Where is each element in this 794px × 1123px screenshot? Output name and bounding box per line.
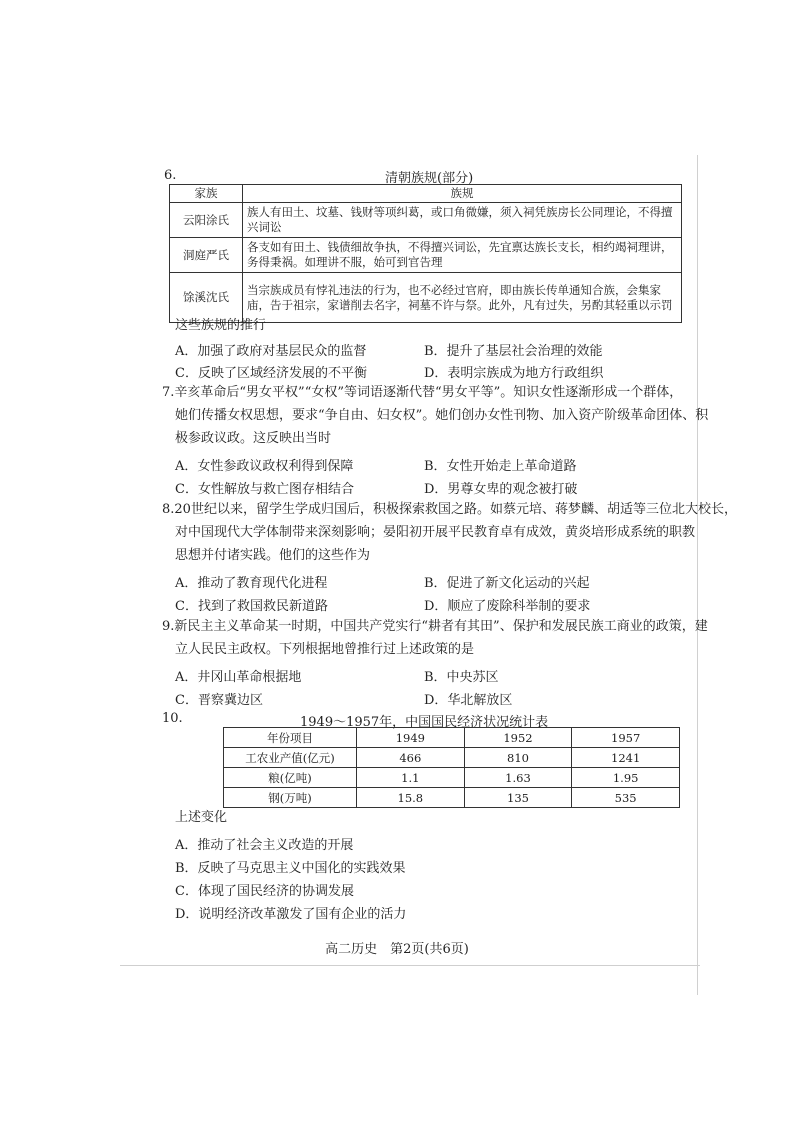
q7-line-3: 极参政议政。这反映出当时 [175, 431, 332, 446]
q9-line-2: 立人民民主政权。下列根据地曾推行过上述政策的是 [175, 642, 475, 657]
q7-option-a[interactable]: A．女性参政议政权利得到保障 [175, 459, 354, 474]
header-cell: 家族 [170, 185, 243, 203]
q10-option-d[interactable]: D．说明经济改革激发了国有企业的活力 [175, 907, 407, 922]
header-cell: 1952 [464, 728, 572, 748]
q9-option-a[interactable]: A．井冈山革命根据地 [175, 670, 302, 685]
q8-option-a[interactable]: A．推动了教育现代化进程 [175, 576, 328, 591]
table-row [170, 203, 682, 238]
value-cell: 1.63 [464, 768, 572, 788]
value-cell: 1.95 [572, 768, 680, 788]
table-row [224, 788, 680, 808]
value-cell: 1241 [572, 748, 680, 768]
value-cell: 810 [464, 748, 572, 768]
q10-option-c[interactable]: C．体现了国民经济的协调发展 [175, 884, 354, 899]
value-cell: 15.8 [357, 788, 465, 808]
family-cell: 洞庭严氏 [170, 238, 243, 273]
q8-line-2: 对中国现代大学体制带来深刻影响；晏阳初开展平民教育卓有成效，黄炎培形成系统的职教 [175, 525, 696, 540]
rule-cell: 各支如有田土、钱债细故争执，不得擅兴词讼，先宜禀达族长支长，相约竭祠理讲，务得秉祸。如理讲不服，始可到官告理 [243, 238, 682, 273]
rule-cell: 当宗族成员有悖礼违法的行为，也不必经过官府，即由族长传单通知合族，会集家庙，告于祖宗，家谱削去名字，祠墓不许与祭。此外，凡有过失，另酌其轻重以示罚 [243, 273, 682, 323]
q6-stem: 这些族规的推行 [175, 318, 267, 333]
table-row [170, 185, 682, 203]
q9-line-1: 9.新民主主义革命某一时期，中国共产党实行“耕者有其田”、保护和发展民族工商业的政策，建 [162, 619, 708, 634]
q6-option-c[interactable]: C．反映了区域经济发展的不平衡 [175, 366, 367, 381]
q6-option-a[interactable]: A．加强了政府对基层民众的监督 [175, 344, 367, 359]
header-cell: 1957 [572, 728, 680, 748]
margin-line [697, 155, 698, 995]
rule-cell: 族人有田土、坟墓、钱财等项纠葛，或口角微嫌，须入祠凭族房长公同理论，不得擅兴词讼 [243, 203, 682, 238]
row-label: 钢(万吨) [224, 788, 357, 808]
q8-option-b[interactable]: B．促进了新文化运动的兴起 [424, 576, 590, 591]
q8-line-1: 8.20世纪以来，留学生学成归国后，积极探索救国之路。如蔡元培、蒋梦麟、胡适等三位北大校长， [162, 502, 737, 517]
q10-option-b[interactable]: B．反映了马克思主义中国化的实践效果 [175, 861, 406, 876]
row-label: 粮(亿吨) [224, 768, 357, 788]
value-cell: 466 [357, 748, 465, 768]
q10-number: 10. [162, 711, 183, 726]
row-label: 工农业产值(亿元) [224, 748, 357, 768]
value-cell: 535 [572, 788, 680, 808]
family-cell: 云阳涂氏 [170, 203, 243, 238]
q6-number: 6. [164, 168, 177, 183]
footer-divider [120, 965, 700, 966]
table-row [224, 768, 680, 788]
q10-option-a[interactable]: A．推动了社会主义改造的开展 [175, 838, 354, 853]
q9-option-c[interactable]: C．晋察冀边区 [175, 693, 263, 708]
q8-option-c[interactable]: C．找到了救国救民新道路 [175, 599, 328, 614]
header-cell: 族规 [243, 185, 682, 203]
q7-option-d[interactable]: D．男尊女卑的观念被打破 [424, 482, 578, 497]
q7-option-b[interactable]: B．女性开始走上革命道路 [424, 459, 577, 474]
q9-option-b[interactable]: B．中央苏区 [424, 670, 499, 685]
q8-line-3: 思想并付诸实践。他们的这些作为 [175, 548, 371, 563]
q7-line-1: 7.辛亥革命后“男女平权”“女权”等词语逐渐代替“男女平等”。知识女性逐渐形成一个群体， [162, 385, 683, 400]
value-cell: 1.1 [357, 768, 465, 788]
q8-option-d[interactable]: D．顺应了废除科举制的要求 [424, 599, 591, 614]
table-row [224, 728, 680, 748]
q7-line-2: 她们传播女权思想，要求“争自由、妇女权”。她们创办女性刊物、加入资产阶级革命团体、积 [175, 408, 709, 423]
table-row [170, 238, 682, 273]
q10-table-title: 1949～1957年，中国国民经济状况统计表 [300, 715, 549, 730]
q10-stem: 上述变化 [175, 810, 228, 825]
q6-table-title: 清朝族规(部分) [385, 171, 474, 186]
q7-option-c[interactable]: C．女性解放与救亡图存相结合 [175, 482, 354, 497]
q6-clan-rules-table [169, 184, 682, 323]
q10-economy-table [223, 727, 680, 808]
value-cell: 135 [464, 788, 572, 808]
family-cell: 馀溪沈氏 [170, 273, 243, 323]
table-row [224, 748, 680, 768]
q9-option-d[interactable]: D．华北解放区 [424, 693, 513, 708]
q6-option-d[interactable]: D．表明宗族成为地方行政组织 [424, 366, 604, 381]
q6-option-b[interactable]: B．提升了基层社会治理的效能 [424, 344, 603, 359]
page-footer: 高二历史 第2页(共6页) [325, 942, 469, 957]
table-row [170, 273, 682, 323]
header-cell: 1949 [357, 728, 465, 748]
header-cell: 年份项目 [224, 728, 357, 748]
